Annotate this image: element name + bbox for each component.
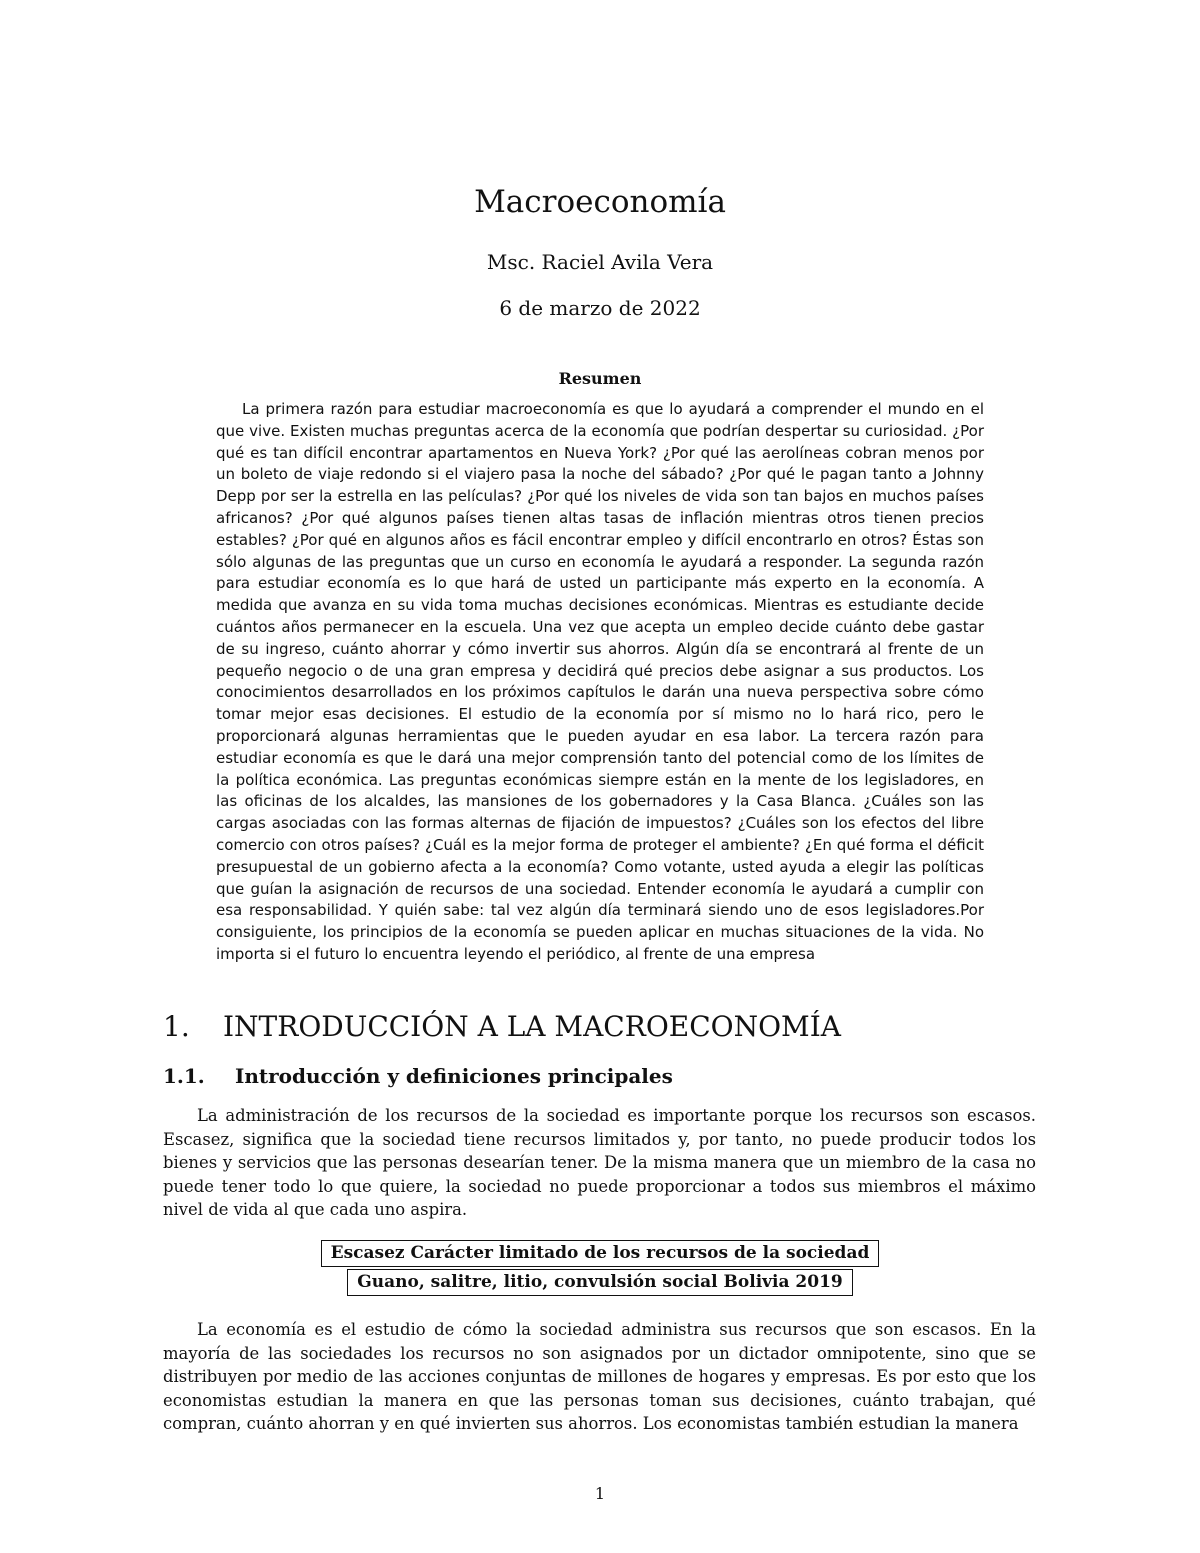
highlight-boxes: [0, 1240, 1200, 1298]
body-paragraph-2: La economía es el estudio de cómo la sociedad administra sus recursos que son escasos. En la mayoría de las sociedades los recursos no son asignados por un dictador omnipotente, sino que se distribuyen por medio de las acciones conjuntas de millones de hogares y empresas. Es por esto que los economistas estudian la manera en que las personas toman sus decisiones, cuánto trabajan, qué compran, cuánto ahorran y en qué invierten sus ahorros. Los economistas también estudian la manera: [163, 1320, 1036, 1433]
abstract-text: La primera razón para estudiar macroeconomía es que lo ayudará a comprender el mundo en el que vive. Existen muchas preguntas acerca de la economía que podrían despertar su curiosidad. ¿Por qué es tan difícil encontrar apartamentos en Nueva York? ¿Por qué las aerolíneas cobran menos por un boleto de viaje redondo si el viajero pasa la noche del sábado? ¿Por qué le pagan tanto a Johnny Depp por ser la estrella en las películas? ¿Por qué los niveles de vida son tan bajos en muchos países africanos? ¿Por qué algunos países tienen altas tasas de inflación mientras otros tienen precios estables? ¿Por qué en algunos años es fácil encontrar empleo y difícil encontrarlo en otros? Éstas son sólo algunas de las preguntas que un curso en economía le ayudará a responder. La segunda razón para estudiar economía es lo que hará de usted un participante más experto en la economía. A medida que avanza en su vida toma muchas decisiones económicas. Mientras es estudiante decide cuántos años permanecer en la escuela. Una vez que acepta un empleo decide cuánto debe gastar de su ingreso, cuánto ahorrar y cómo invertir sus ahorros. Algún día se encontrará al frente de un pequeño negocio o de una gran empresa y decidirá qué precios debe asignar a sus productos. Los conocimientos desarrollados en los próximos capítulos le darán una nueva perspectiva sobre cómo tomar mejor esas decisiones. El estudio de la economía por sí mismo no lo hará rico, pero le proporcionará algunas herramientas que le pueden ayudar en esa labor. La tercera razón para estudiar economía es que le dará una mejor comprensión tanto del potencial como de los límites de la política económica. Las preguntas económicas siempre están en la mente de los legisladores, en las oficinas de los alcaldes, las mansiones de los gobernadores y la Casa Blanca. ¿Cuáles son las cargas asociadas con las formas alternas de fijación de impuestos? ¿Cuáles son los efectos del libre comercio con otros países? ¿Cuál es la mejor forma de proteger el ambiente? ¿En qué forma el déficit presupuestal de un gobierno afecta a la economía? Como votante, usted ayuda a elegir las políticas que guían la asignación de recursos de una sociedad. Entender economía le ayudará a cumplir con esa responsabilidad. Y quién sabe: tal vez algún día terminará siendo uno de esos legisladores.Por consiguiente, los principios de la economía se pueden aplicar en muchas situaciones de la vida. No importa si el futuro lo encuentra leyendo el periódico, al frente de una empresa: [216, 400, 984, 963]
subsection-number: 1.1.: [163, 1064, 205, 1088]
document-title: Macroeconomía: [474, 184, 726, 220]
subsection-heading: [163, 1064, 673, 1088]
abstract-heading: Resumen: [558, 369, 642, 388]
section-heading: [163, 1010, 841, 1043]
document-author: Msc. Raciel Avila Vera: [486, 250, 714, 274]
document-date: 6 de marzo de 2022: [499, 296, 701, 320]
section-number: 1.: [163, 1010, 190, 1043]
body-paragraph-1: La administración de los recursos de la sociedad es importante porque los recursos son escasos. Escasez, significa que la sociedad tiene recursos limitados y, por tanto, no puede producir todos los bienes y servicios que las personas desearían tener. De la misma manera que un miembro de la casa no puede tener todo lo que quiere, la sociedad no puede proporcionar a todos sus miembros el máximo nivel de vida al que cada uno aspira.: [163, 1106, 1036, 1219]
highlight-box-scarcity: Escasez Carácter limitado de los recursos de la sociedad: [321, 1240, 880, 1267]
page-number: 1: [594, 1484, 606, 1503]
section-title: INTRODUCCIÓN A LA MACROECONOMÍA: [223, 1010, 841, 1043]
subsection-title: Introducción y definiciones principales: [235, 1064, 673, 1088]
highlight-box-bolivia: Guano, salitre, litio, convulsión social Bolivia 2019: [347, 1269, 853, 1296]
